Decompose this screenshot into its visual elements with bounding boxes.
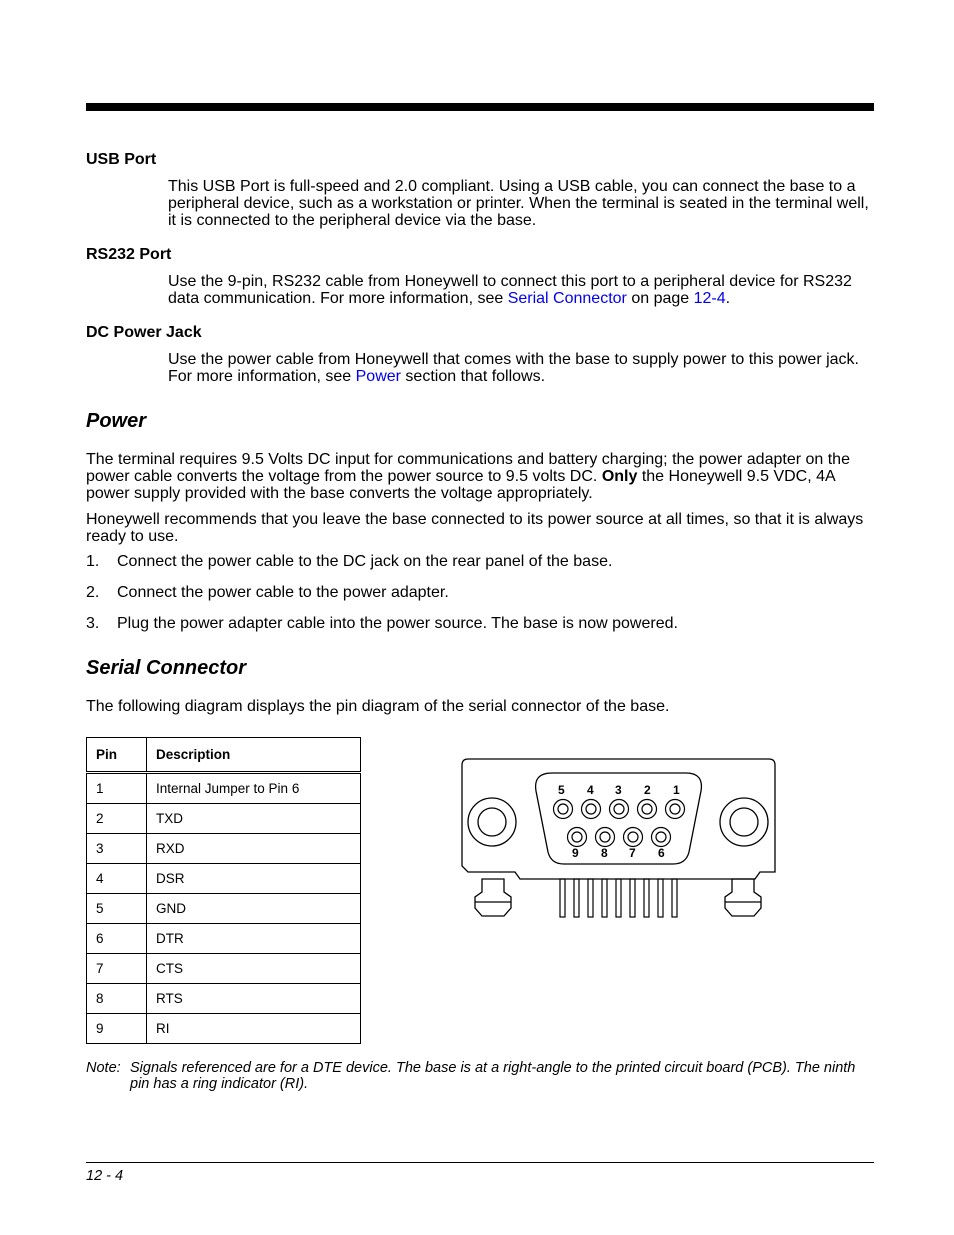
table-row [87, 984, 361, 1014]
serial-connector-intro: The following diagram displays the pin diagram of the serial connector of the base. [86, 698, 670, 715]
pin-label: 8 [601, 846, 608, 860]
step-2: 2. Connect the power cable to the power adapter. [86, 584, 449, 601]
pin-label: 3 [615, 783, 622, 797]
pin-table-header [87, 738, 361, 773]
page-number: 12 - 4 [86, 1168, 124, 1184]
pin-labels [558, 783, 680, 860]
note [86, 1060, 874, 1092]
description-column-header: Description [147, 738, 361, 773]
pin-description: DSR [147, 864, 361, 894]
table-row [87, 954, 361, 984]
pin-description: RTS [147, 984, 361, 1014]
mounting-posts [475, 879, 761, 916]
table-row [87, 804, 361, 834]
solder-pins [560, 879, 677, 917]
pin-label: 4 [587, 783, 594, 797]
pin-label: 1 [673, 783, 680, 797]
pin-number: 8 [87, 984, 147, 1014]
serial-connector-link[interactable]: Serial Connector [507, 290, 627, 307]
pin-description: GND [147, 894, 361, 924]
table-row [87, 773, 361, 804]
pin-description: DTR [147, 924, 361, 954]
pin-label: 2 [644, 783, 651, 797]
pin-description: TXD [147, 804, 361, 834]
pin-number: 9 [87, 1014, 147, 1044]
pin-number: 2 [87, 804, 147, 834]
pin-label: 9 [572, 846, 579, 860]
dc-power-jack-text: Use the power cable from Honeywell that comes with the base to supply power to this power jack. For more information, see Power section that follows. [168, 351, 859, 385]
power-link[interactable]: Power [355, 368, 401, 385]
pin-number: 1 [87, 773, 147, 804]
pin-number: 4 [87, 864, 147, 894]
rs232-port-text: Use the 9-pin, RS232 cable from Honeywell to connect this port to a peripheral device for RS232 data communication. For more information, see Serial Connector on page 12-4. [168, 273, 852, 307]
pin-holes [554, 800, 685, 847]
power-paragraph-1: The terminal requires 9.5 Volts DC input for communications and battery charging; the power adapter on the power cable converts the voltage from the power source to 9.5 volts DC. Only the Honeywell 9.5 VDC, 4A power supply provided with the base converts the voltage appropriately. [86, 451, 850, 502]
pin-label: 5 [558, 783, 565, 797]
rs232-port-heading: RS232 Port [86, 246, 172, 263]
pin-description: RXD [147, 834, 361, 864]
pin-column-header: Pin [87, 738, 147, 773]
pin-number: 5 [87, 894, 147, 924]
usb-port-heading: USB Port [86, 151, 157, 168]
table-row [87, 834, 361, 864]
usb-port-text: This USB Port is full-speed and 2.0 compliant. Using a USB cable, you can connect the base to a peripheral device, such as a workstation or printer. When the terminal is seated in the terminal well, it is connected to the peripheral device via the base. [168, 178, 869, 229]
power-heading: Power [86, 410, 147, 432]
power-paragraph-2: Honeywell recommends that you leave the base connected to its power source at all times, so that it is always ready to use. [86, 511, 864, 545]
footer-rule [86, 1162, 874, 1163]
dc-power-jack-heading: DC Power Jack [86, 324, 202, 341]
table-row [87, 894, 361, 924]
step-1: 1. Connect the power cable to the DC jack on the rear panel of the base. [86, 553, 613, 570]
serial-connector-heading: Serial Connector [86, 657, 247, 679]
serial-connector-diagram [460, 756, 780, 926]
pin-number: 7 [87, 954, 147, 984]
page-link[interactable]: 12-4 [693, 290, 726, 307]
pin-description: RI [147, 1014, 361, 1044]
header-rule [86, 103, 874, 111]
table-row [87, 924, 361, 954]
pin-number: 6 [87, 924, 147, 954]
pin-description: CTS [147, 954, 361, 984]
table-row [87, 864, 361, 894]
pin-description: Internal Jumper to Pin 6 [147, 773, 361, 804]
pin-table [86, 737, 361, 1044]
table-row [87, 1014, 361, 1044]
pin-label: 6 [658, 846, 665, 860]
pin-number: 3 [87, 834, 147, 864]
note-label: Note: [86, 1060, 121, 1076]
pin-label: 7 [629, 846, 636, 860]
note-text: Signals referenced are for a DTE device. The base is at a right-angle to the printed circuit board (PCB). The ninth pin has a ring indicator (RI). [130, 1060, 856, 1092]
step-3: 3. Plug the power adapter cable into the power source. The base is now powered. [86, 615, 678, 632]
